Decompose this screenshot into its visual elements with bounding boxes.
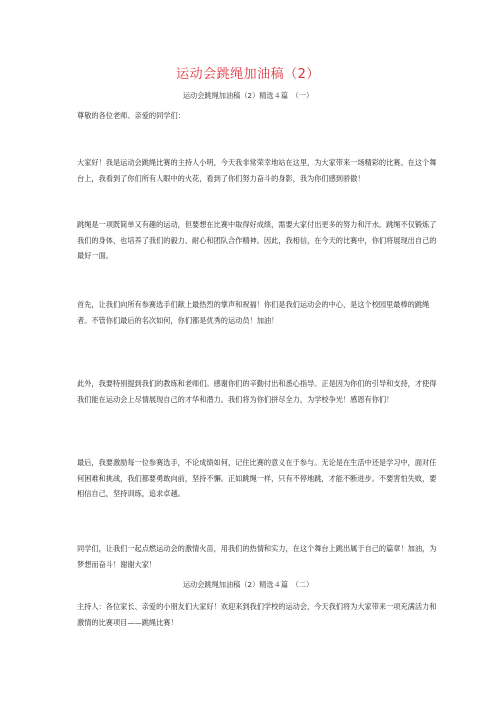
document-title: 运动会跳绳加油稿（2）: [176, 67, 320, 82]
paragraph-encouragement: 最后，我要激励每一位参赛选手，不论成绩如何，记住比赛的意义在于参与。无论是在生活中还是学习中，面对任何困难和挑战，我们都要勇敢向前，坚持不懈。正如跳绳一样，只有不停地跳，才能不断进步。不要害怕失败，要相信自己，坚持训练，追求卓越。: [77, 458, 437, 498]
paragraph-jump-rope: 跳绳是一项既简单又有趣的运动，但要想在比赛中取得好成绩，需要大家付出更多的努力和汗水。跳绳不仅锻炼了我们的身体，也培养了我们的毅力、耐心和团队合作精神。因此，我相信，在今天的比赛中，你们将展现出自己的最好一面。: [77, 220, 437, 260]
section-subtitle-2: 运动会跳绳加油稿（2）精选４篇 （二）: [182, 580, 314, 589]
section-subtitle-1: 运动会跳绳加油稿（2）精选４篇 （一）: [182, 91, 314, 100]
paragraph-closing: 同学们，让我们一起点燃运动会的激情火苗，用我们的热情和实力，在这个舞台上跳出属于自己的篇章！加油，为梦想而奋斗！谢谢大家！: [77, 544, 437, 569]
paragraph-intro: 大家好！我是运动会跳绳比赛的主持人小明，今天我非常荣幸地站在这里，为大家带来一场精彩的比赛。在这个舞台上，我看到了你们所有人眼中的火花，看到了你们努力奋斗的身影，我为你们感到骄傲！: [77, 158, 437, 183]
greeting-paragraph: 尊敬的各位老师、亲爱的同学们：: [77, 111, 185, 120]
paragraph-coaches: 此外，我要特别提到我们的教练和老师们。感谢你们的辛勤付出和悉心指导。正是因为你们的引导和支持，才使得我们能在运动会上尽情展现自己的才华和潜力。我们将为你们拼尽全力，为学校争光！感恩有你们！: [77, 379, 437, 404]
paragraph-host: 主持人：各位家长、亲爱的小朋友们大家好！欢迎来到我们学校的运动会，今天我们将为大家带来一项充满活力和激情的比赛项目——跳绳比赛！: [77, 602, 437, 627]
paragraph-applause: 首先，让我们向所有参赛选手们献上最热烈的掌声和祝福！你们是我们运动会的中心，是这个校园里最棒的跳绳者。不管你们最后的名次如何，你们都是优秀的运动员！加油！: [77, 300, 430, 325]
